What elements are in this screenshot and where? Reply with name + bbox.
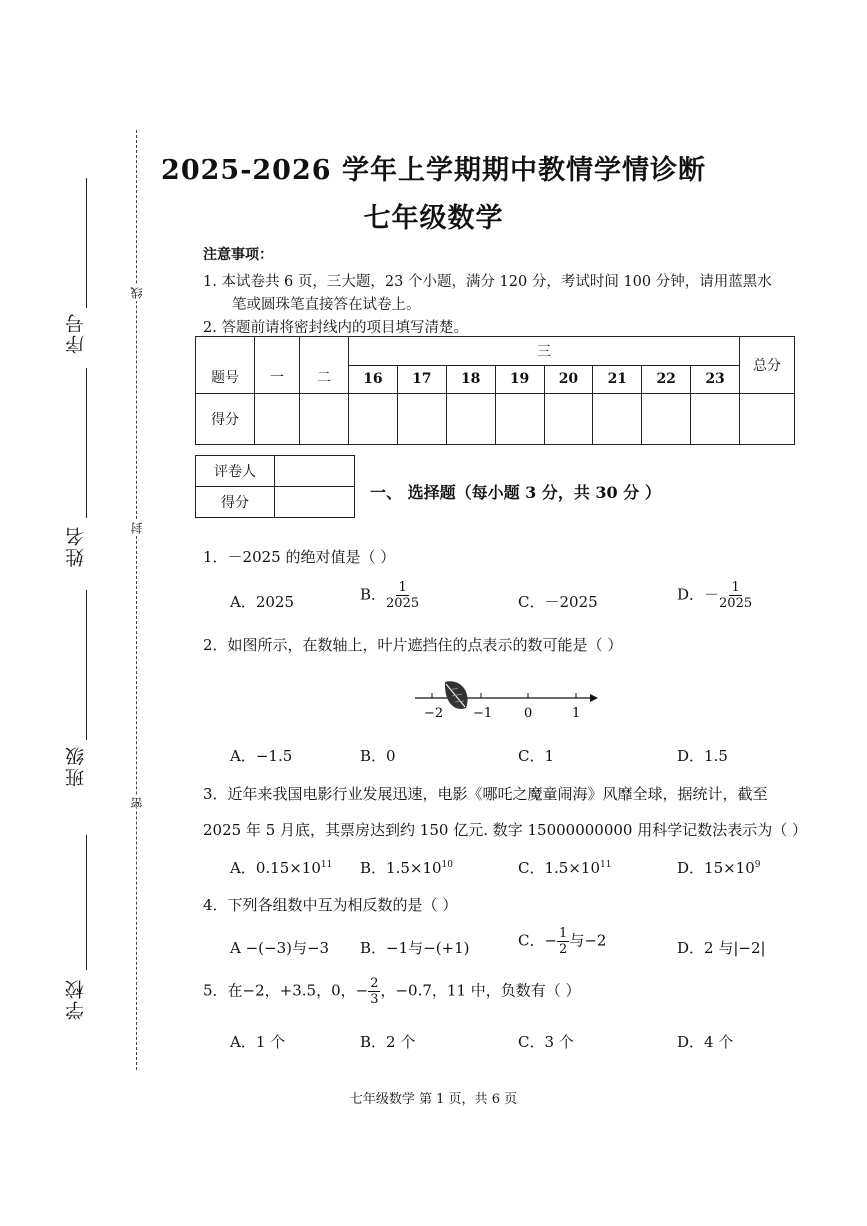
q2-option-d[interactable]: D．1.5	[677, 747, 728, 765]
q3-option-d[interactable]	[677, 857, 761, 878]
q2-option-b[interactable]: B．0	[360, 747, 396, 765]
q2-option-c[interactable]: C．1	[518, 747, 555, 765]
option-label: D．	[677, 859, 705, 877]
q1-option-c[interactable]: C．－2025	[518, 593, 598, 611]
leaf-icon	[445, 681, 468, 709]
option-label: C．	[518, 859, 545, 877]
name-label: 姓名	[65, 525, 87, 567]
q4-option-a[interactable]: A −(−3)与−3	[230, 939, 330, 957]
option-value: 1.5×10	[544, 859, 600, 877]
name-blank-line[interactable]	[86, 368, 87, 518]
score-cell[interactable]	[397, 394, 446, 445]
grader-reviewer-cell[interactable]	[275, 456, 355, 487]
score-table-sub: 19	[495, 365, 544, 394]
q4-option-b[interactable]: B．−1与−(+1)	[360, 939, 470, 957]
score-table-col-2: 二	[300, 337, 349, 394]
fraction-denominator: 2025	[719, 596, 753, 611]
fraction-numerator: 1	[398, 580, 407, 595]
q5-option-c[interactable]: C．3 个	[518, 1033, 574, 1051]
q1-option-b-label: B．	[360, 585, 387, 604]
q1-option-d-label: D．－	[677, 585, 720, 604]
option-value: 0.15×10	[255, 859, 321, 877]
class-blank-line[interactable]	[86, 590, 87, 740]
grader-score-cell[interactable]	[275, 487, 355, 518]
score-table-sub: 23	[691, 365, 740, 394]
score-table-sub: 21	[593, 365, 642, 394]
seal-mark-feng: 封	[130, 522, 144, 534]
fraction-denominator: 2	[559, 942, 568, 957]
fraction-denominator: 2025	[386, 596, 420, 611]
score-table-sub: 16	[349, 365, 398, 394]
section-1-title: 一、 选择题（每小题 3 分，共 30 分 ）	[370, 483, 661, 502]
exam-title: 2025-2026 学年上学期期中教情学情诊断	[161, 155, 706, 186]
option-exponent: 9	[754, 860, 761, 870]
option-exponent: 11	[600, 860, 612, 870]
q1-option-d[interactable]	[677, 580, 752, 611]
q1-option-a[interactable]: A．2025	[230, 593, 295, 611]
q3-option-a[interactable]	[230, 857, 332, 878]
q5-stem-start: 5．在−2，+3.5，0，−	[203, 981, 369, 1000]
q3-stem-line-2: 2025 年 5 月底，其票房达到约 150 亿元. 数字 15000000000 用科学记数法表示为（ ）	[203, 821, 808, 839]
fraction-numerator: 1	[559, 926, 568, 941]
score-table-sub: 20	[544, 365, 593, 394]
score-table	[195, 336, 795, 445]
score-cell[interactable]	[544, 394, 593, 445]
q1-option-b-fraction	[386, 580, 419, 611]
seal-mark-xian: 线	[130, 287, 144, 299]
score-table-col-1: 一	[255, 337, 300, 394]
q5-option-d[interactable]: D．4 个	[677, 1033, 734, 1051]
serial-label: 序号	[65, 312, 87, 354]
score-cell[interactable]	[495, 394, 544, 445]
grader-score-label: 得分	[196, 487, 275, 518]
option-exponent: 10	[441, 860, 453, 870]
tick-label: −2	[424, 706, 444, 721]
score-cell[interactable]	[349, 394, 398, 445]
option-label: A．	[230, 859, 256, 877]
q4-option-d[interactable]: D．2 与|−2|	[677, 939, 766, 957]
seal-mark-mi: 密	[130, 797, 144, 809]
score-cell[interactable]	[691, 394, 740, 445]
q1-stem: 1．－2025 的绝对值是（ ）	[203, 548, 396, 566]
q4-option-c-fraction	[557, 926, 569, 957]
q5-fraction	[368, 976, 380, 1007]
number-line-arrow	[590, 694, 598, 702]
option-value: 1.5×10	[386, 859, 442, 877]
notes-item-1-cont: 笔或圆珠笔直接答在试卷上。	[232, 297, 421, 313]
q3-option-b[interactable]	[360, 857, 453, 878]
tick-label: 0	[524, 706, 533, 721]
score-cell[interactable]	[446, 394, 495, 445]
notes-item-2: 2. 答题前请将密封线内的项目填写清楚。	[203, 320, 468, 336]
q2-option-a[interactable]: A．−1.5	[230, 747, 293, 765]
q4-option-c[interactable]	[518, 926, 606, 957]
option-exponent: 11	[320, 860, 333, 870]
class-label: 班级	[65, 745, 87, 787]
score-cell[interactable]	[642, 394, 691, 445]
q4-stem: 4．下列各组数中互为相反数的是（ ）	[203, 896, 458, 914]
notes-heading: 注意事项：	[203, 247, 273, 263]
option-value: 15×10	[704, 859, 755, 877]
school-blank-line[interactable]	[86, 835, 87, 970]
q2-stem: 2．如图所示，在数轴上，叶片遮挡住的点表示的数可能是（ ）	[203, 636, 623, 654]
q5-stem	[203, 976, 581, 1007]
q5-option-a[interactable]: A．1 个	[230, 1033, 286, 1051]
q5-stem-end: ，−0.7，11 中，负数有（ ）	[380, 981, 581, 1000]
score-row-label: 得分	[196, 394, 255, 445]
score-table-sub: 22	[642, 365, 691, 394]
score-cell[interactable]	[255, 394, 300, 445]
tick-label: 1	[572, 706, 581, 721]
grader-table	[195, 455, 355, 518]
number-line-figure	[410, 676, 600, 722]
q1-option-d-fraction	[719, 580, 752, 611]
score-cell[interactable]	[300, 394, 349, 445]
score-table-header-label: 题号	[196, 337, 255, 394]
school-label: 学校	[65, 978, 87, 1020]
q1-option-b[interactable]	[360, 580, 419, 611]
fraction-numerator: 1	[731, 580, 740, 595]
score-table-sub: 18	[446, 365, 495, 394]
tick-label: −1	[473, 706, 493, 721]
fraction-denominator: 3	[370, 992, 379, 1007]
option-label: C．−	[518, 931, 558, 950]
q3-stem-line-1: 3．近年来我国电影行业发展迅速，电影《哪吒之魔童闹海》风靡全球，据统计，截至	[203, 785, 768, 803]
q3-option-c[interactable]	[518, 857, 611, 878]
seal-dashed-line	[136, 130, 137, 1070]
score-table-total: 总分	[740, 337, 795, 394]
score-table-sub: 17	[397, 365, 446, 394]
grader-reviewer-label: 评卷人	[196, 456, 275, 487]
score-table-col-3: 三	[349, 337, 740, 366]
option-tail: 与−2	[569, 931, 607, 950]
q5-option-b[interactable]: B．2 个	[360, 1033, 416, 1051]
fraction-numerator: 2	[370, 976, 379, 991]
page-footer: 七年级数学 第 1 页，共 6 页	[349, 1092, 518, 1107]
score-cell[interactable]	[593, 394, 642, 445]
notes-item-1: 1. 本试卷共 6 页，三大题，23 个小题，满分 120 分，考试时间 100 分钟，请用蓝黑水	[203, 274, 772, 290]
option-label: B．	[360, 859, 387, 877]
exam-subject: 七年级数学	[363, 203, 504, 234]
score-cell[interactable]	[740, 394, 795, 445]
